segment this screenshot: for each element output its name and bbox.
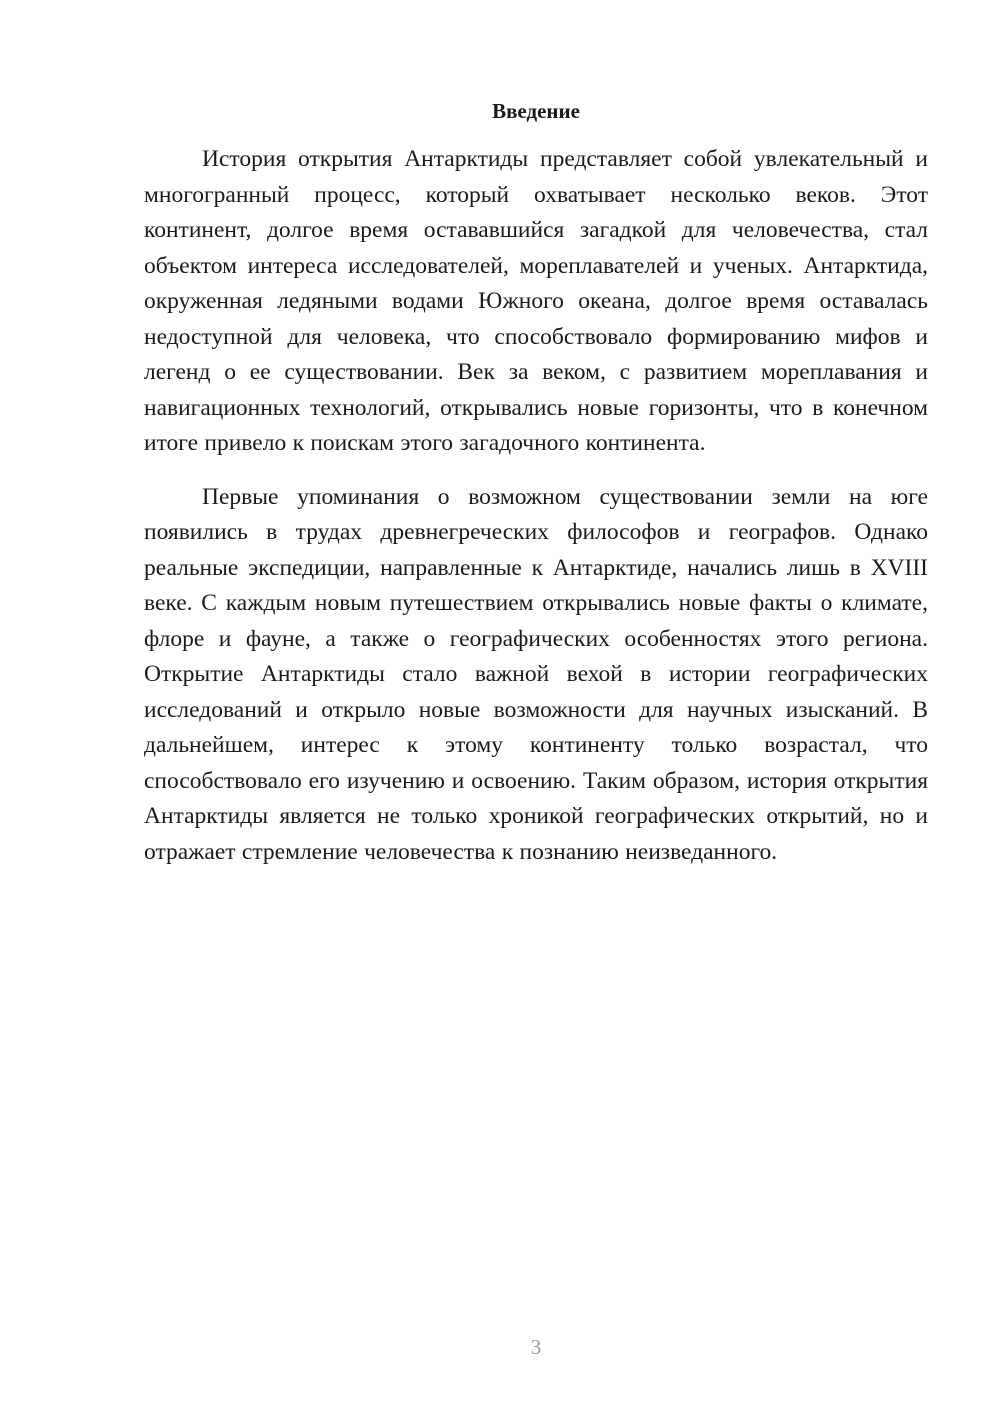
paragraph-1: История открытия Антарктиды представляет собой увлекательный и многогранный процесс, который охватывает несколько веков. Этот континент, долгое время остававшийся загадкой для человечества, стал объектом интереса исследователей, мореплавателей и ученых. Антарктида, окруженная ледяными водами Южного океана, долгое время оставалась недоступной для человека, что способствовало формированию мифов и легенд о ее существовании. Век за веком, с развитием мореплавания и навигационных технологий, открывались новые горизонты, что в конечном итоге привело к поискам этого загадочного континента. [144, 146, 928, 456]
section-heading: Введение [492, 99, 580, 123]
body-text [144, 142, 928, 888]
page-number: 3 [530, 1335, 542, 1359]
paragraph-2: Первые упоминания о возможном существовании земли на юге появились в трудах древнегреческих философов и географов. Однако реальные экспедиции, направленные к Антарктиде, начались лишь в XVIII веке. С каждым новым путешествием открывались новые факты о климате, флоре и фауне, а также о географических особенностях этого региона. Открытие Антарктиды стало важной вехой в истории географических исследований и открыло новые возможности для научных изысканий. В дальнейшем, интерес к этому континенту только возрастал, что способствовало его изучению и освоению. Таким образом, история открытия Антарктиды является не только хроникой географических открытий, но и отражает стремление человечества к познанию неизведанного. [144, 483, 928, 865]
